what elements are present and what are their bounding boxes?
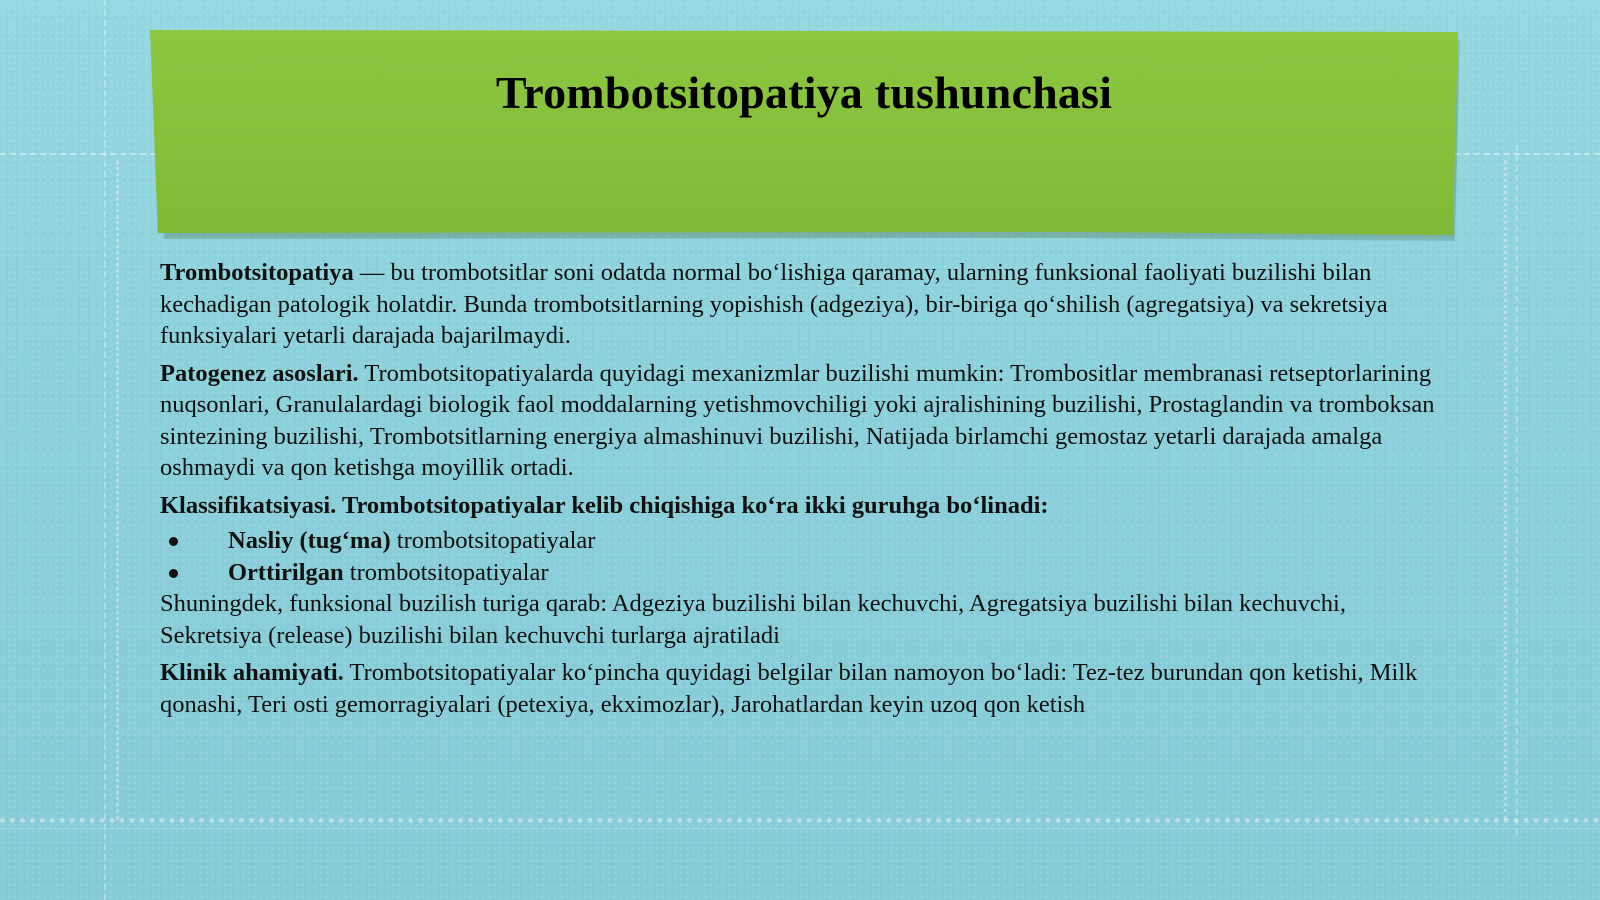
classification-heading: Klassifikatsiyasi. Trombotsitopatiyalar kelib chiqishiga ko‘ra ikki guruhga bo‘linadi: bbox=[160, 491, 1049, 519]
list-item bbox=[160, 557, 1450, 589]
slide-title: Trombotsitopatiya tushunchasi bbox=[495, 67, 1113, 118]
list-item-text: trombotsitopatiyalar bbox=[390, 527, 596, 554]
list-item bbox=[160, 525, 1450, 557]
clinical-text: Trombotsitopatiyalar ko‘pincha quyidagi belgilar bilan namoyon bo‘ladi: Tez-tez burundan qon ketishi, Milk qonashi, Teri osti gemorragiyalari (petexiya, ekximozlar), Jarohatlardan keyin uzoq qon ketish bbox=[160, 659, 1418, 718]
bullet-icon bbox=[169, 537, 178, 546]
decorative-frame-left-outer bbox=[104, 0, 106, 900]
list-item-bold: Nasliy (tug‘ma) bbox=[228, 527, 391, 554]
clinical-paragraph bbox=[160, 657, 1450, 720]
clinical-heading: Klinik ahamiyati. bbox=[160, 659, 344, 686]
decorative-frame-right-inner bbox=[1504, 160, 1507, 820]
decorative-frame-bottom bbox=[0, 818, 1600, 823]
title-banner bbox=[150, 30, 1458, 235]
decorative-frame-right-outer bbox=[1516, 145, 1518, 835]
definition-term: Trombotsitopatiya bbox=[160, 259, 354, 286]
decorative-frame-left-inner bbox=[116, 160, 119, 820]
pathogenesis-text: Trombotsitopatiyalarda quyidagi mexanizmlar buzilishi mumkin: Trombositlar membranasi retseptorlarining nuqsonlari, Granulalardagi biologik faol moddalarning yetishmovchiligi yoki ajralishining buzilishi, Prostaglandin va tromboksan sintezining buzilishi, Trombotsitlarning energiya almashinuvi buzilishi, Natijada birlamchi gemostaz yetarli darajada amalga oshmaydi va qon ketishga moyillik ortadi. bbox=[160, 359, 1435, 481]
bullet-icon bbox=[169, 569, 178, 578]
list-item-bold: Orttirilgan bbox=[228, 558, 344, 586]
definition-text: — bu trombotsitlar soni odatda normal bo‘lishiga qaramay, ularning funksional faoliyati buzilishi bilan kechadigan patologik holatdir. Bunda trombotsitlarning yopishish (adgeziya), bir-biriga qo‘shilish (agregatsiya) va sekretsiya funksiyalari yetarli darajada bajarilmaydi. bbox=[160, 259, 1388, 349]
slide-body bbox=[160, 257, 1450, 726]
list-item-text: trombotsitopatiyalar bbox=[343, 558, 549, 586]
decorative-frame-bottom-line bbox=[0, 828, 1600, 829]
pathogenesis-heading: Patogenez asoslari. bbox=[160, 359, 359, 387]
definition-paragraph bbox=[160, 257, 1450, 352]
classification-list bbox=[160, 525, 1450, 588]
classification-heading-paragraph bbox=[160, 490, 1450, 522]
classification-note: Shuningdek, funksional buzilish turiga qarab: Adgeziya buzilishi bilan kechuvchi, Agregatsiya buzilishi bilan kechuvchi, Sekretsiya (release) buzilishi bilan kechuvchi turlarga ajratiladi bbox=[160, 590, 1346, 649]
pathogenesis-paragraph bbox=[160, 358, 1450, 484]
